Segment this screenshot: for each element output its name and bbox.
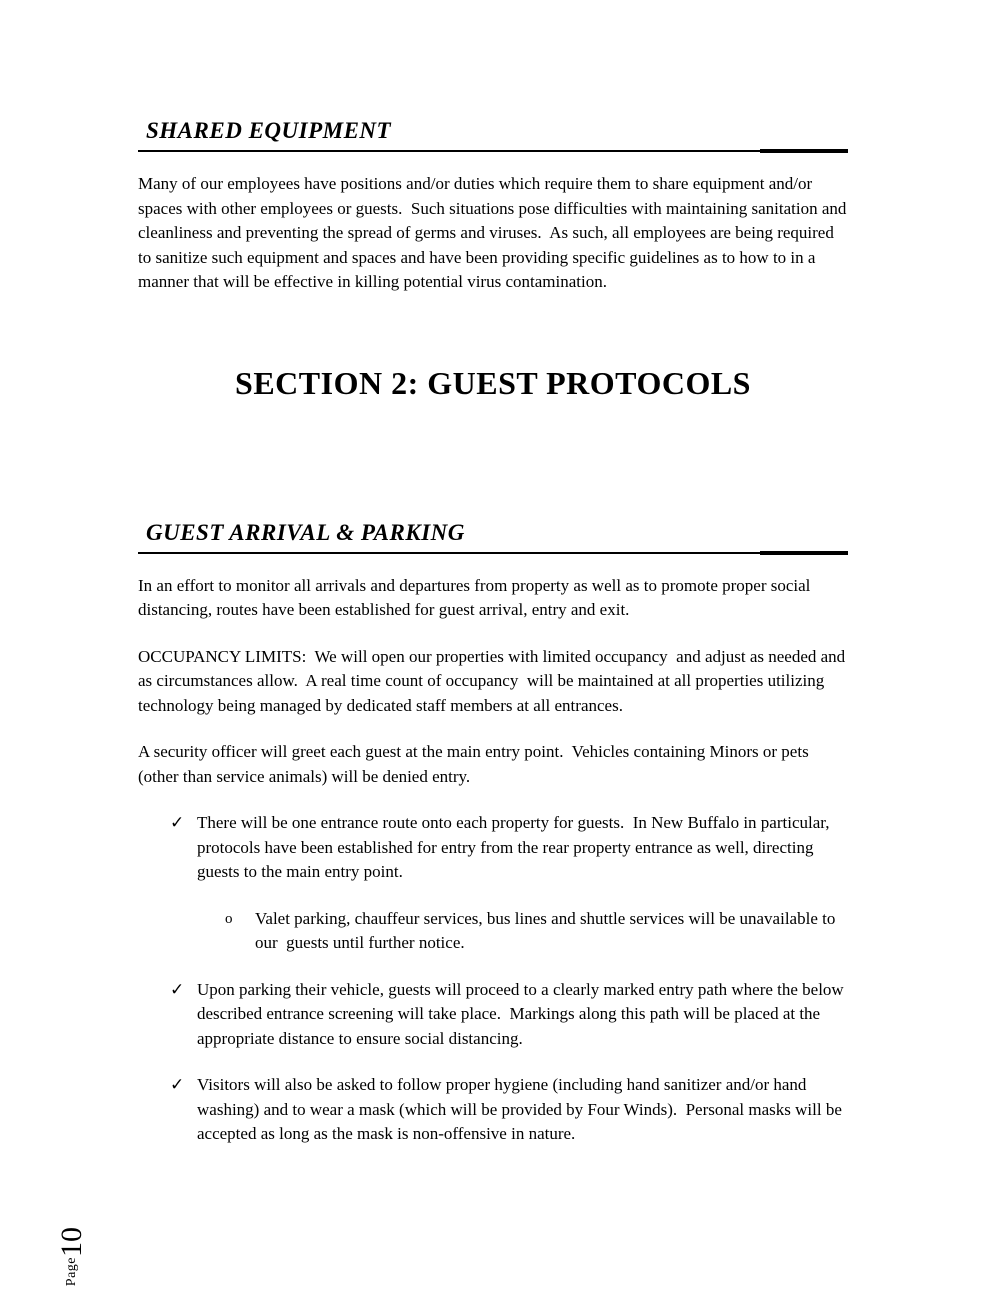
check-bullet-entrance-route — [170, 811, 848, 885]
bullet-text: Visitors will also be asked to follow proper hygiene (including hand sanitizer and/or hand washing) and to wear a mask (which will be provided by Four Winds). Personal masks will be accepted as long as the mask is non-offensive in nature. — [197, 1075, 847, 1143]
bullet-text: Valet parking, chauffeur services, bus lines and shuttle services will be unavailable to our guests until further notice. — [255, 908, 840, 952]
sub-bullet-valet-parking — [225, 907, 848, 956]
check-bullet-hygiene-mask — [170, 1073, 848, 1147]
check-bullet-entry-path — [170, 978, 848, 1052]
guest-arrival-paragraph-1: In an effort to monitor all arrivals and departures from property as well as to promote proper social distancing, routes have been established for guest arrival, entry and exit. — [138, 575, 815, 619]
checkmark-icon: ✓ — [170, 1075, 185, 1094]
security-officer-paragraph: A security officer will greet each guest at the main entry point. Vehicles containing Minors or pets (other than service animals) will be denied entry. — [138, 742, 813, 786]
shared-equipment-body: Many of our employees have positions and/or duties which require them to share equipment and/or spaces with other employees or guests. Such situations pose difficulties with maintaining sanitation and cleanliness and preventing the spread of germs and viruses. As such, all employees are being required to sanitize such equipment and spaces and have been providing specific guidelines as to how to in a manner that will be effective in killing potential virus contamination. — [138, 174, 851, 291]
circle-bullet-icon: o — [225, 910, 233, 927]
page-number — [55, 1227, 89, 1286]
shared-equipment-heading-text: SHARED EQUIPMENT — [146, 118, 392, 143]
page-content — [138, 118, 851, 1169]
heading-rule — [760, 149, 848, 153]
heading-rule — [760, 551, 848, 555]
section2-title: SECTION 2: GUEST PROTOCOLS — [235, 364, 751, 401]
page-number-label: Page — [64, 1256, 79, 1286]
bullet-text: Upon parking their vehicle, guests will proceed to a clearly marked entry path where the below described entrance screening will take place. Markings along this path will be placed at the appropriate distance to ensure social distancing. — [197, 979, 848, 1048]
checkmark-icon: ✓ — [170, 813, 185, 832]
checkmark-icon: ✓ — [170, 979, 185, 999]
bullet-text: There will be one entrance route onto each property for guests. In New Buffalo in particular, protocols have been established for entry from the rear property entrance as well, directing guests to the main entry point. — [197, 813, 834, 881]
shared-equipment-heading — [138, 118, 848, 152]
page-number-value: 10 — [55, 1226, 88, 1257]
guest-arrival-heading — [138, 520, 848, 554]
guest-arrival-heading-text: GUEST ARRIVAL & PARKING — [146, 519, 465, 545]
occupancy-limits-paragraph: OCCUPANCY LIMITS: We will open our properties with limited occupancy and adjust as needed and as circumstances allow. A real time count of occupancy will be maintained at all properties utilizing technology being managed by dedicated staff members at all entrances. — [138, 646, 850, 715]
